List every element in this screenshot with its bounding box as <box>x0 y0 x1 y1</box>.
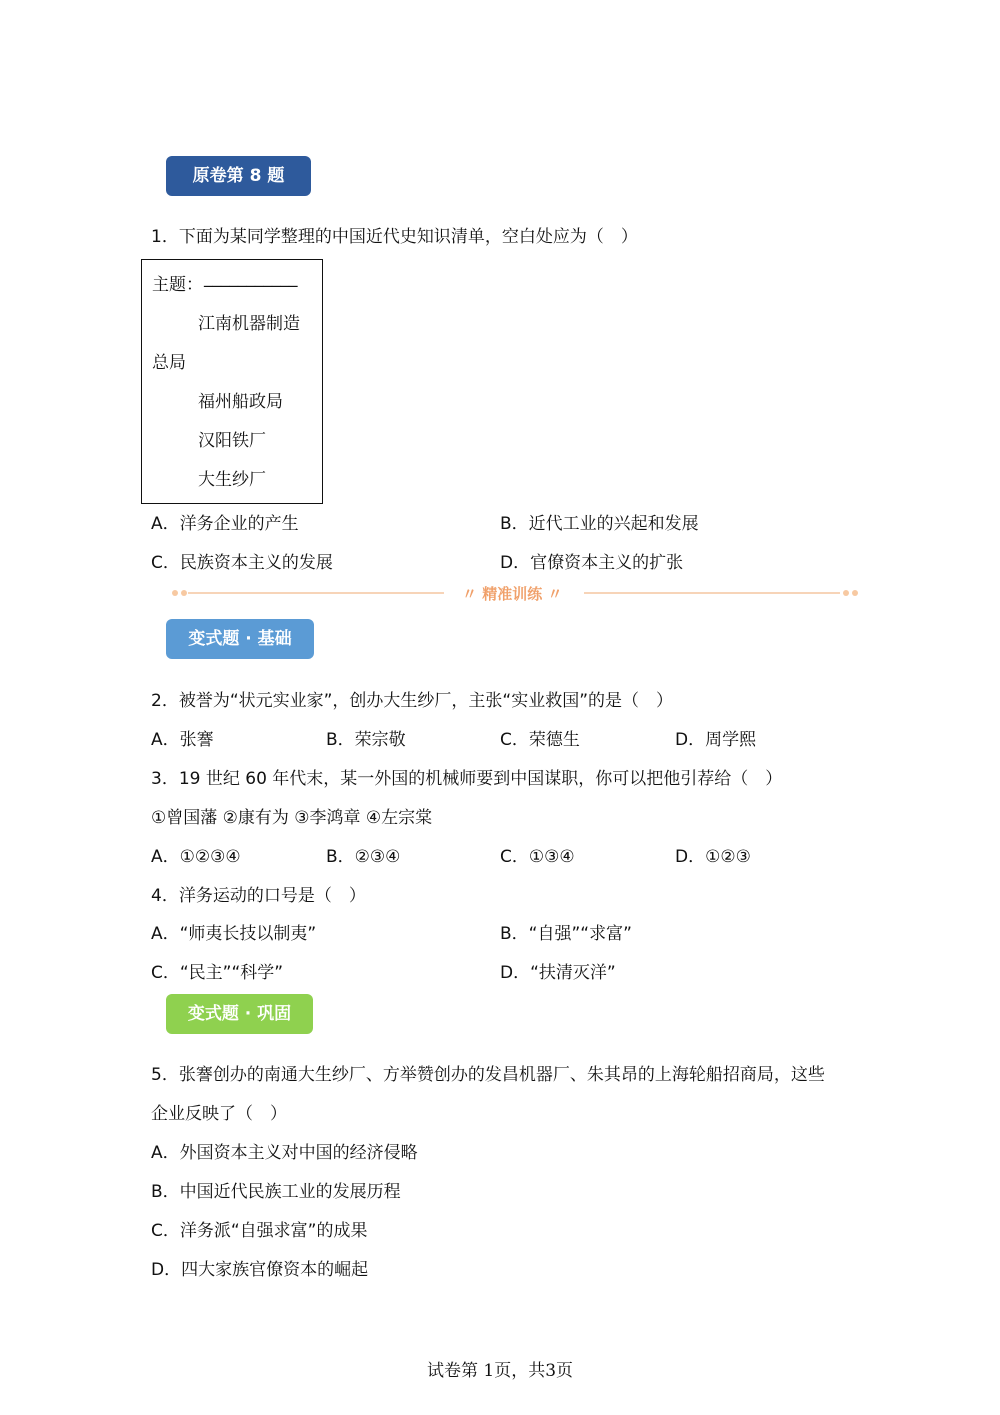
divider-label: 〃 精准训练 〃 <box>462 585 563 603</box>
box-theme-blank: ___________ <box>204 268 298 288</box>
q4-option-a[interactable]: A．“师夷长技以制夷” <box>151 924 317 944</box>
page-footer: 试卷第 1页，共3页 <box>426 1361 574 1381</box>
box-item-dasheng: 大生纱厂 <box>198 470 266 490</box>
divider-dot-right-2 <box>852 590 858 596</box>
box-item-fuzhou: 福州船政局 <box>198 392 283 412</box>
q2-option-d[interactable]: D．周学熙 <box>675 730 757 750</box>
q3-option-d[interactable]: D．①②③ <box>675 847 751 867</box>
q4-option-c[interactable]: C．“民主”“科学” <box>151 963 284 983</box>
q3-option-b[interactable]: B．②③④ <box>326 847 401 867</box>
q5-option-d[interactable]: D．四大家族官僚资本的崛起 <box>151 1260 369 1280</box>
box-item-hanyang: 汉阳铁厂 <box>198 431 266 451</box>
q2-option-c[interactable]: C．荣德生 <box>500 730 580 750</box>
q1-option-a[interactable]: A．洋务企业的产生 <box>151 514 299 534</box>
box-item-jiangnan: 江南机器制造 <box>198 314 300 334</box>
divider-line-right <box>584 592 840 594</box>
q5-option-a[interactable]: A．外国资本主义对中国的经济侵略 <box>151 1143 418 1163</box>
box-theme-label: 主题： <box>152 275 203 295</box>
q1-option-d[interactable]: D．官僚资本主义的扩张 <box>500 553 684 573</box>
basic-variant-badge: 变式题 · 基础 <box>166 619 314 659</box>
q5-option-c[interactable]: C．洋务派“自强求富”的成果 <box>151 1221 368 1241</box>
original-question-badge: 原卷第 8 题 <box>166 156 311 196</box>
q5-stem-line1: 5．张謇创办的南通大生纱厂、方举赞创办的发昌机器厂、朱其昂的上海轮船招商局，这些 <box>151 1065 825 1085</box>
q3-option-c[interactable]: C．①③④ <box>500 847 575 867</box>
q2-option-b[interactable]: B．荣宗敬 <box>326 730 406 750</box>
q3-stem: 3．19 世纪 60 年代末，某一外国的机械师要到中国谋职，你可以把他引荐给（ ） <box>151 769 783 789</box>
q4-stem: 4．洋务运动的口号是（ ） <box>151 886 366 906</box>
q3-options-line: ①曾国藩 ②康有为 ③李鸿章 ④左宗棠 <box>151 808 433 828</box>
divider-dot-left-2 <box>181 590 187 596</box>
q5-stem-line2: 企业反映了（ ） <box>151 1104 287 1124</box>
divider-dot-left <box>172 590 178 596</box>
q1-option-c[interactable]: C．民族资本主义的发展 <box>151 553 333 573</box>
q4-option-d[interactable]: D．“扶清灭洋” <box>500 963 616 983</box>
q2-option-a[interactable]: A．张謇 <box>151 730 214 750</box>
divider-line-left <box>188 592 444 594</box>
consolidate-variant-badge: 变式题 · 巩固 <box>166 994 313 1034</box>
divider-dot-right <box>843 590 849 596</box>
q3-option-a[interactable]: A．①②③④ <box>151 847 241 867</box>
box-item-jiangnan-cont: 总局 <box>152 353 186 373</box>
q4-option-b[interactable]: B．“自强”“求富” <box>500 924 632 944</box>
q2-stem: 2．被誉为“状元实业家”，创办大生纱厂，主张“实业救国”的是（ ） <box>151 691 674 711</box>
q1-stem: 1．下面为某同学整理的中国近代史知识清单，空白处应为（ ） <box>151 227 638 247</box>
q5-option-b[interactable]: B．中国近代民族工业的发展历程 <box>151 1182 401 1202</box>
q1-option-b[interactable]: B．近代工业的兴起和发展 <box>500 514 699 534</box>
